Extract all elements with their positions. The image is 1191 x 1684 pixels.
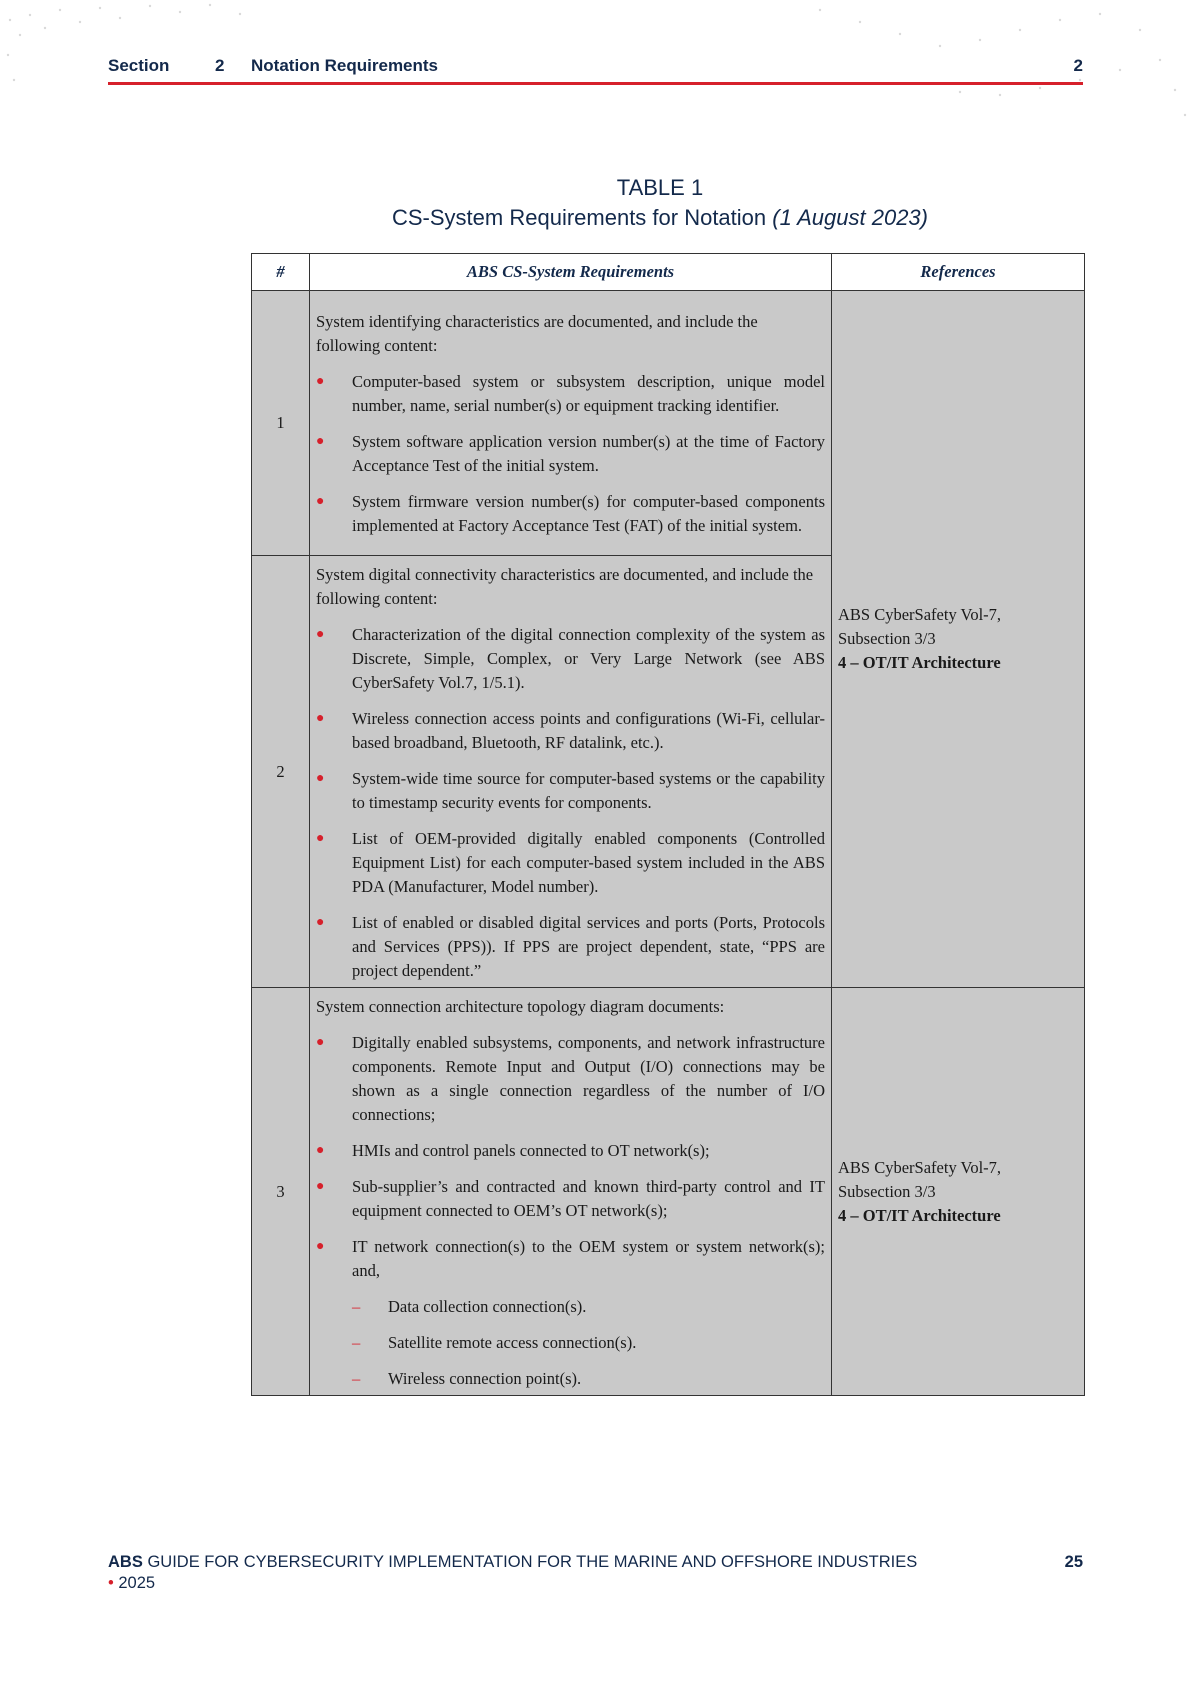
column-header-references: References xyxy=(832,254,1085,291)
dash-icon: – xyxy=(352,1332,361,1352)
column-header-requirements: ABS CS-System Requirements xyxy=(310,254,832,291)
table-date: (1 August 2023) xyxy=(772,205,928,230)
column-header-number: # xyxy=(252,254,310,291)
requirement-item: ● Digitally enabled subsystems, components, and network infrastructure components. Remote Input and Output (I/O) connections may be shown as a single connection regardless of the number of I/O connections; xyxy=(316,1032,825,1124)
dash-icon: – xyxy=(352,1368,361,1388)
reference-cell xyxy=(832,988,1085,1396)
reference-line: Subsection 3/3 xyxy=(838,629,936,648)
requirement-item: ● IT network connection(s) to the OEM system or system network(s); and, xyxy=(316,1236,825,1280)
bullet-icon: ● xyxy=(316,770,325,786)
requirement-item: ● Computer-based system or subsystem description, unique model number, name, serial number(s) or equipment tracking identifier. xyxy=(316,372,825,415)
footer-title: GUIDE FOR CYBERSECURITY IMPLEMENTATION FOR THE MARINE AND OFFSHORE INDUSTRIES xyxy=(147,1553,918,1571)
requirement-item: ● List of enabled or disabled digital services and ports (Ports, Protocols and Services (PPS)). If PPS are project dependent, state, “PPS are project dependent.” xyxy=(316,912,825,980)
requirement-cell xyxy=(310,988,832,1396)
table-row xyxy=(252,988,1085,1396)
requirement-item: ● System software application version number(s) at the time of Factory Acceptance Test of the initial system. xyxy=(316,432,825,475)
bullet-icon: ● xyxy=(316,626,325,642)
footer-year: 2025 xyxy=(118,1574,156,1592)
requirement-intro: System connection architecture topology diagram documents: xyxy=(316,996,725,1016)
section-label: Section xyxy=(108,56,170,75)
bullet-icon: ● xyxy=(316,1238,325,1254)
requirement-intro: System identifying characteristics are documented, and include the following content: xyxy=(316,312,758,355)
requirement-subitem: – Satellite remote access connection(s). xyxy=(316,1331,825,1355)
section-title: Notation Requirements xyxy=(251,56,439,75)
reference-cell xyxy=(832,291,1085,988)
table-row xyxy=(252,291,1085,556)
requirement-cell xyxy=(310,291,832,556)
bullet-icon: ● xyxy=(316,434,325,449)
page-header xyxy=(108,52,1083,85)
requirement-cell xyxy=(310,556,832,988)
requirement-item: ● Wireless connection access points and configurations (Wi-Fi, cellular-based broadband, Bluetooth, RF datalink, etc.). xyxy=(316,708,825,752)
requirement-item: ● System firmware version number(s) for computer-based components implemented at Factory Acceptance Test (FAT) of the initial system. xyxy=(316,492,825,535)
requirement-subitem: – Wireless connection point(s). xyxy=(316,1367,825,1391)
page-number: 25 xyxy=(1064,1553,1083,1571)
requirement-subitem: – Data collection connection(s). xyxy=(316,1295,825,1319)
bullet-icon: ● xyxy=(316,1142,325,1158)
reference-line: ABS CyberSafety Vol-7, xyxy=(838,1157,1002,1177)
bullet-icon: ● xyxy=(316,1034,325,1050)
bullet-icon: ● xyxy=(316,1178,325,1194)
row-number: 3 xyxy=(252,988,310,1396)
header-page-section: 2 xyxy=(1073,56,1083,75)
reference-line: 4 – OT/IT Architecture xyxy=(838,653,1001,672)
bullet-icon: ● xyxy=(316,494,325,509)
requirement-item: ● HMIs and control panels connected to OT network(s); xyxy=(316,1139,825,1163)
bullet-icon: ● xyxy=(316,914,325,930)
reference-line: Subsection 3/3 xyxy=(838,1181,936,1201)
footer-brand: ABS xyxy=(108,1553,143,1571)
table-label: TABLE 1 xyxy=(616,175,704,200)
page-footer xyxy=(108,1552,1083,1594)
footer-bullet: • xyxy=(108,1574,114,1592)
requirement-item: ● List of OEM-provided digitally enabled components (Controlled Equipment List) for each computer-based system included in the ABS PDA (Manufacturer, Model number). xyxy=(316,828,825,896)
bullet-icon: ● xyxy=(316,710,325,726)
table-caption-line xyxy=(300,202,1020,234)
requirement-intro: System digital connectivity characteristics are documented, and include the following content: xyxy=(316,564,814,608)
dash-icon: – xyxy=(352,1296,361,1316)
table-title xyxy=(300,174,1020,234)
bullet-icon: ● xyxy=(316,374,325,389)
row-number: 1 xyxy=(252,291,310,556)
requirement-item: ● Sub-supplier’s and contracted and known third-party control and IT equipment connected to OEM’s OT network(s); xyxy=(316,1176,825,1220)
section-number: 2 xyxy=(215,56,225,75)
requirement-item: ● Characterization of the digital connection complexity of the system as Discrete, Simple, Complex, or Very Large Network (see ABS CyberSafety Vol.7, 1/5.1). xyxy=(316,624,825,692)
requirement-item: ● System-wide time source for computer-based systems or the capability to timestamp security events for components. xyxy=(316,768,825,812)
bullet-icon: ● xyxy=(316,830,325,846)
table-caption: CS-System Requirements for Notation xyxy=(392,205,767,230)
footer-title-line xyxy=(108,1552,1083,1573)
reference-line: 4 – OT/IT Architecture xyxy=(838,1205,1001,1225)
footer-year-line xyxy=(108,1573,1083,1594)
reference-line: ABS CyberSafety Vol-7, xyxy=(838,605,1002,624)
row-number: 2 xyxy=(252,556,310,988)
requirements-table xyxy=(251,253,1085,1396)
table-header-row xyxy=(252,254,1085,291)
